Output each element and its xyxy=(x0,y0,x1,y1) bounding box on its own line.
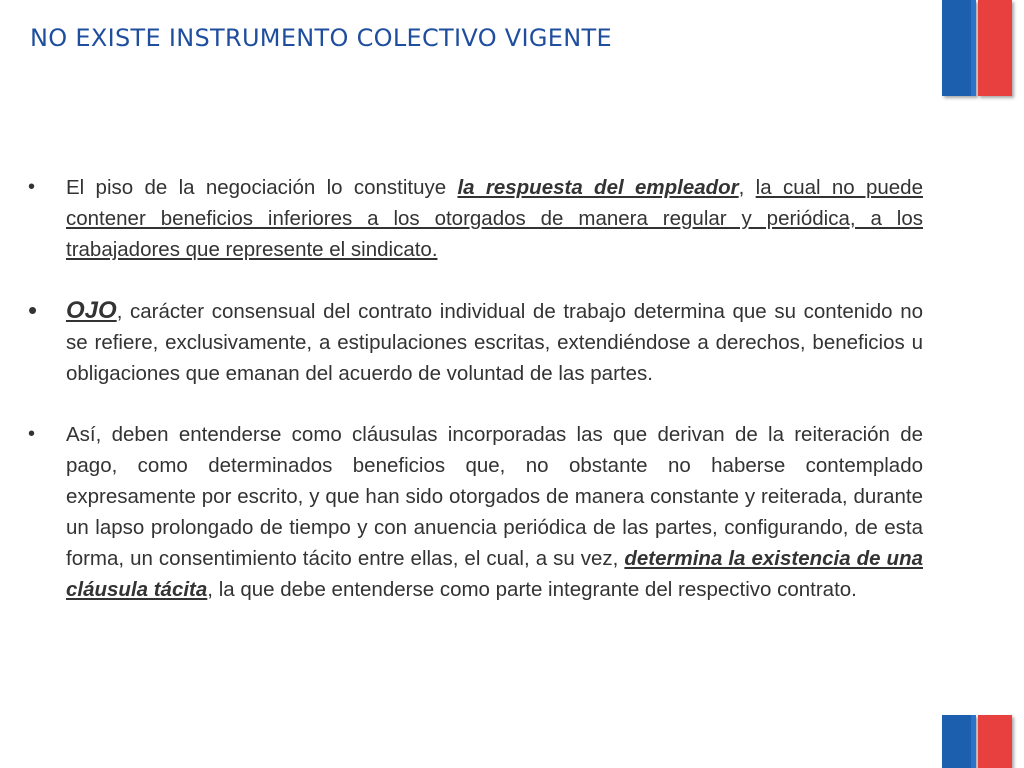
bullet-emphasis: la respuesta del empleador xyxy=(457,176,739,199)
slide-body xyxy=(28,172,923,635)
bullet-underlined-text: la cual no puede contener beneficios inferiores a los otorgados de manera regular y periódica, a los trabajadores que represente el sindicato. xyxy=(66,176,923,261)
flag-logo-top xyxy=(942,0,1014,96)
bullet-text: Así, deben entenderse como cláusulas incorporadas las que derivan de la reiteración de pago, como determinados beneficios que, no obstante no haberse contemplado expresamente por escrito, y que han sido otorgados de manera constante y reiterada, durante un lapso prolongado de tiempo y con anuencia periódica de las partes, configurando, de esta forma, un consentimiento tácito entre ellas, el cual, a su vez, xyxy=(66,423,923,570)
bullet-item-2 xyxy=(28,295,923,389)
bullet-text: , la que debe entenderse como parte integrante del respectivo contrato. xyxy=(207,578,857,601)
slide-title: NO EXISTE INSTRUMENTO COLECTIVO VIGENTE xyxy=(30,24,612,52)
bullet-text: El piso de la negociación lo constituye xyxy=(66,176,458,199)
bullet-marker: • xyxy=(28,423,36,445)
bullet-text: , carácter consensual del contrato individual de trabajo determina que su contenido no se refiere, exclusivamente, a estipulaciones escritas, extendiéndose a derechos, beneficios u obligaciones que emanan del acuerdo de voluntad de las partes. xyxy=(66,300,923,385)
flag-logo-bottom xyxy=(942,715,1014,768)
flag-blue-stripe xyxy=(942,0,976,96)
bullet-text: , xyxy=(738,176,756,199)
bullet-emphasis: determina la existencia de una cláusula tácita xyxy=(66,547,923,601)
bullet-item-1 xyxy=(28,172,923,265)
bullet-emphasis: OJO xyxy=(66,297,117,324)
flag-red-stripe xyxy=(978,715,1012,768)
flag-blue-stripe xyxy=(942,715,976,768)
bullet-marker: • xyxy=(28,295,38,325)
bullet-marker: • xyxy=(28,176,36,198)
flag-red-stripe xyxy=(978,0,1012,96)
bullet-item-3 xyxy=(28,419,923,605)
